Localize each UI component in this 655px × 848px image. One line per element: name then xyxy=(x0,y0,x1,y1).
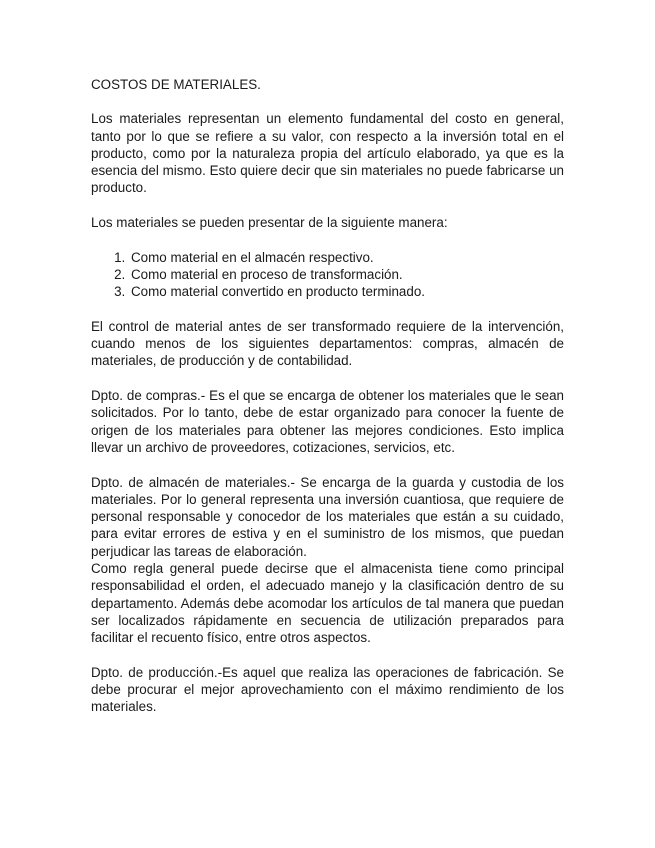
compras-paragraph: Dpto. de compras.- Es el que se encarga de obtener los materiales que le sean solicitados. Por lo tanto, debe de estar organizado para conocer la fuente de origen de los materiales para obtener las mejores condiciones. Esto implica llevar un archivo de proveedores, cotizaciones, servicios, etc. xyxy=(91,388,564,455)
produccion-paragraph: Dpto. de producción.-Es aquel que realiza las operaciones de fabricación. Se debe procurar el mejor aprovechamiento con el máximo rendimiento de los materiales. xyxy=(91,664,564,715)
list-item: 2. Como material en proceso de transformación. xyxy=(129,266,564,283)
document-title: COSTOS DE MATERIALES. xyxy=(91,77,261,92)
almacenista-paragraph: Como regla general puede decirse que el almacenista tiene como principal responsabilidad el orden, el adecuado manejo y la clasificación dentro de su departamento. Además debe acomodar los artículos de tal manera que puedan ser localizados rápidamente en secuencia de utilización preparados para facilitar el recuento físico, entre otros aspectos. xyxy=(91,561,564,646)
list-intro-paragraph: Los materiales se pueden presentar de la siguiente manera: xyxy=(91,215,448,231)
control-paragraph: El control de material antes de ser transformado requiere de la intervención, cuando menos de los siguientes departamentos: compras, almacén de materiales, de producción y de contabilidad. xyxy=(91,318,564,369)
list-item: 1. Como material en el almacén respectivo. xyxy=(129,249,564,266)
almacen-paragraph: Dpto. de almacén de materiales.- Se encarga de la guarda y custodia de los materiales. Por lo general representa una inversión cuantiosa, que requiere de personal responsable y conocedor de los materiales que están a su cuidado, para evitar errores de estiva y en el suministro de los mismos, que puedan perjudicar las tareas de elaboración. xyxy=(91,474,564,559)
list-item: 3. Como material convertido en producto terminado. xyxy=(129,283,564,300)
document-page xyxy=(91,76,564,733)
intro-paragraph: Los materiales representan un elemento fundamental del costo en general, tanto por lo que se refiere a su valor, con respecto a la inversión total en el producto, como por la naturaleza propia del artículo elaborado, ya que es la esencia del mismo. Esto quiere decir que sin materiales no puede fabricarse un producto. xyxy=(91,111,564,196)
materials-list xyxy=(91,249,564,301)
